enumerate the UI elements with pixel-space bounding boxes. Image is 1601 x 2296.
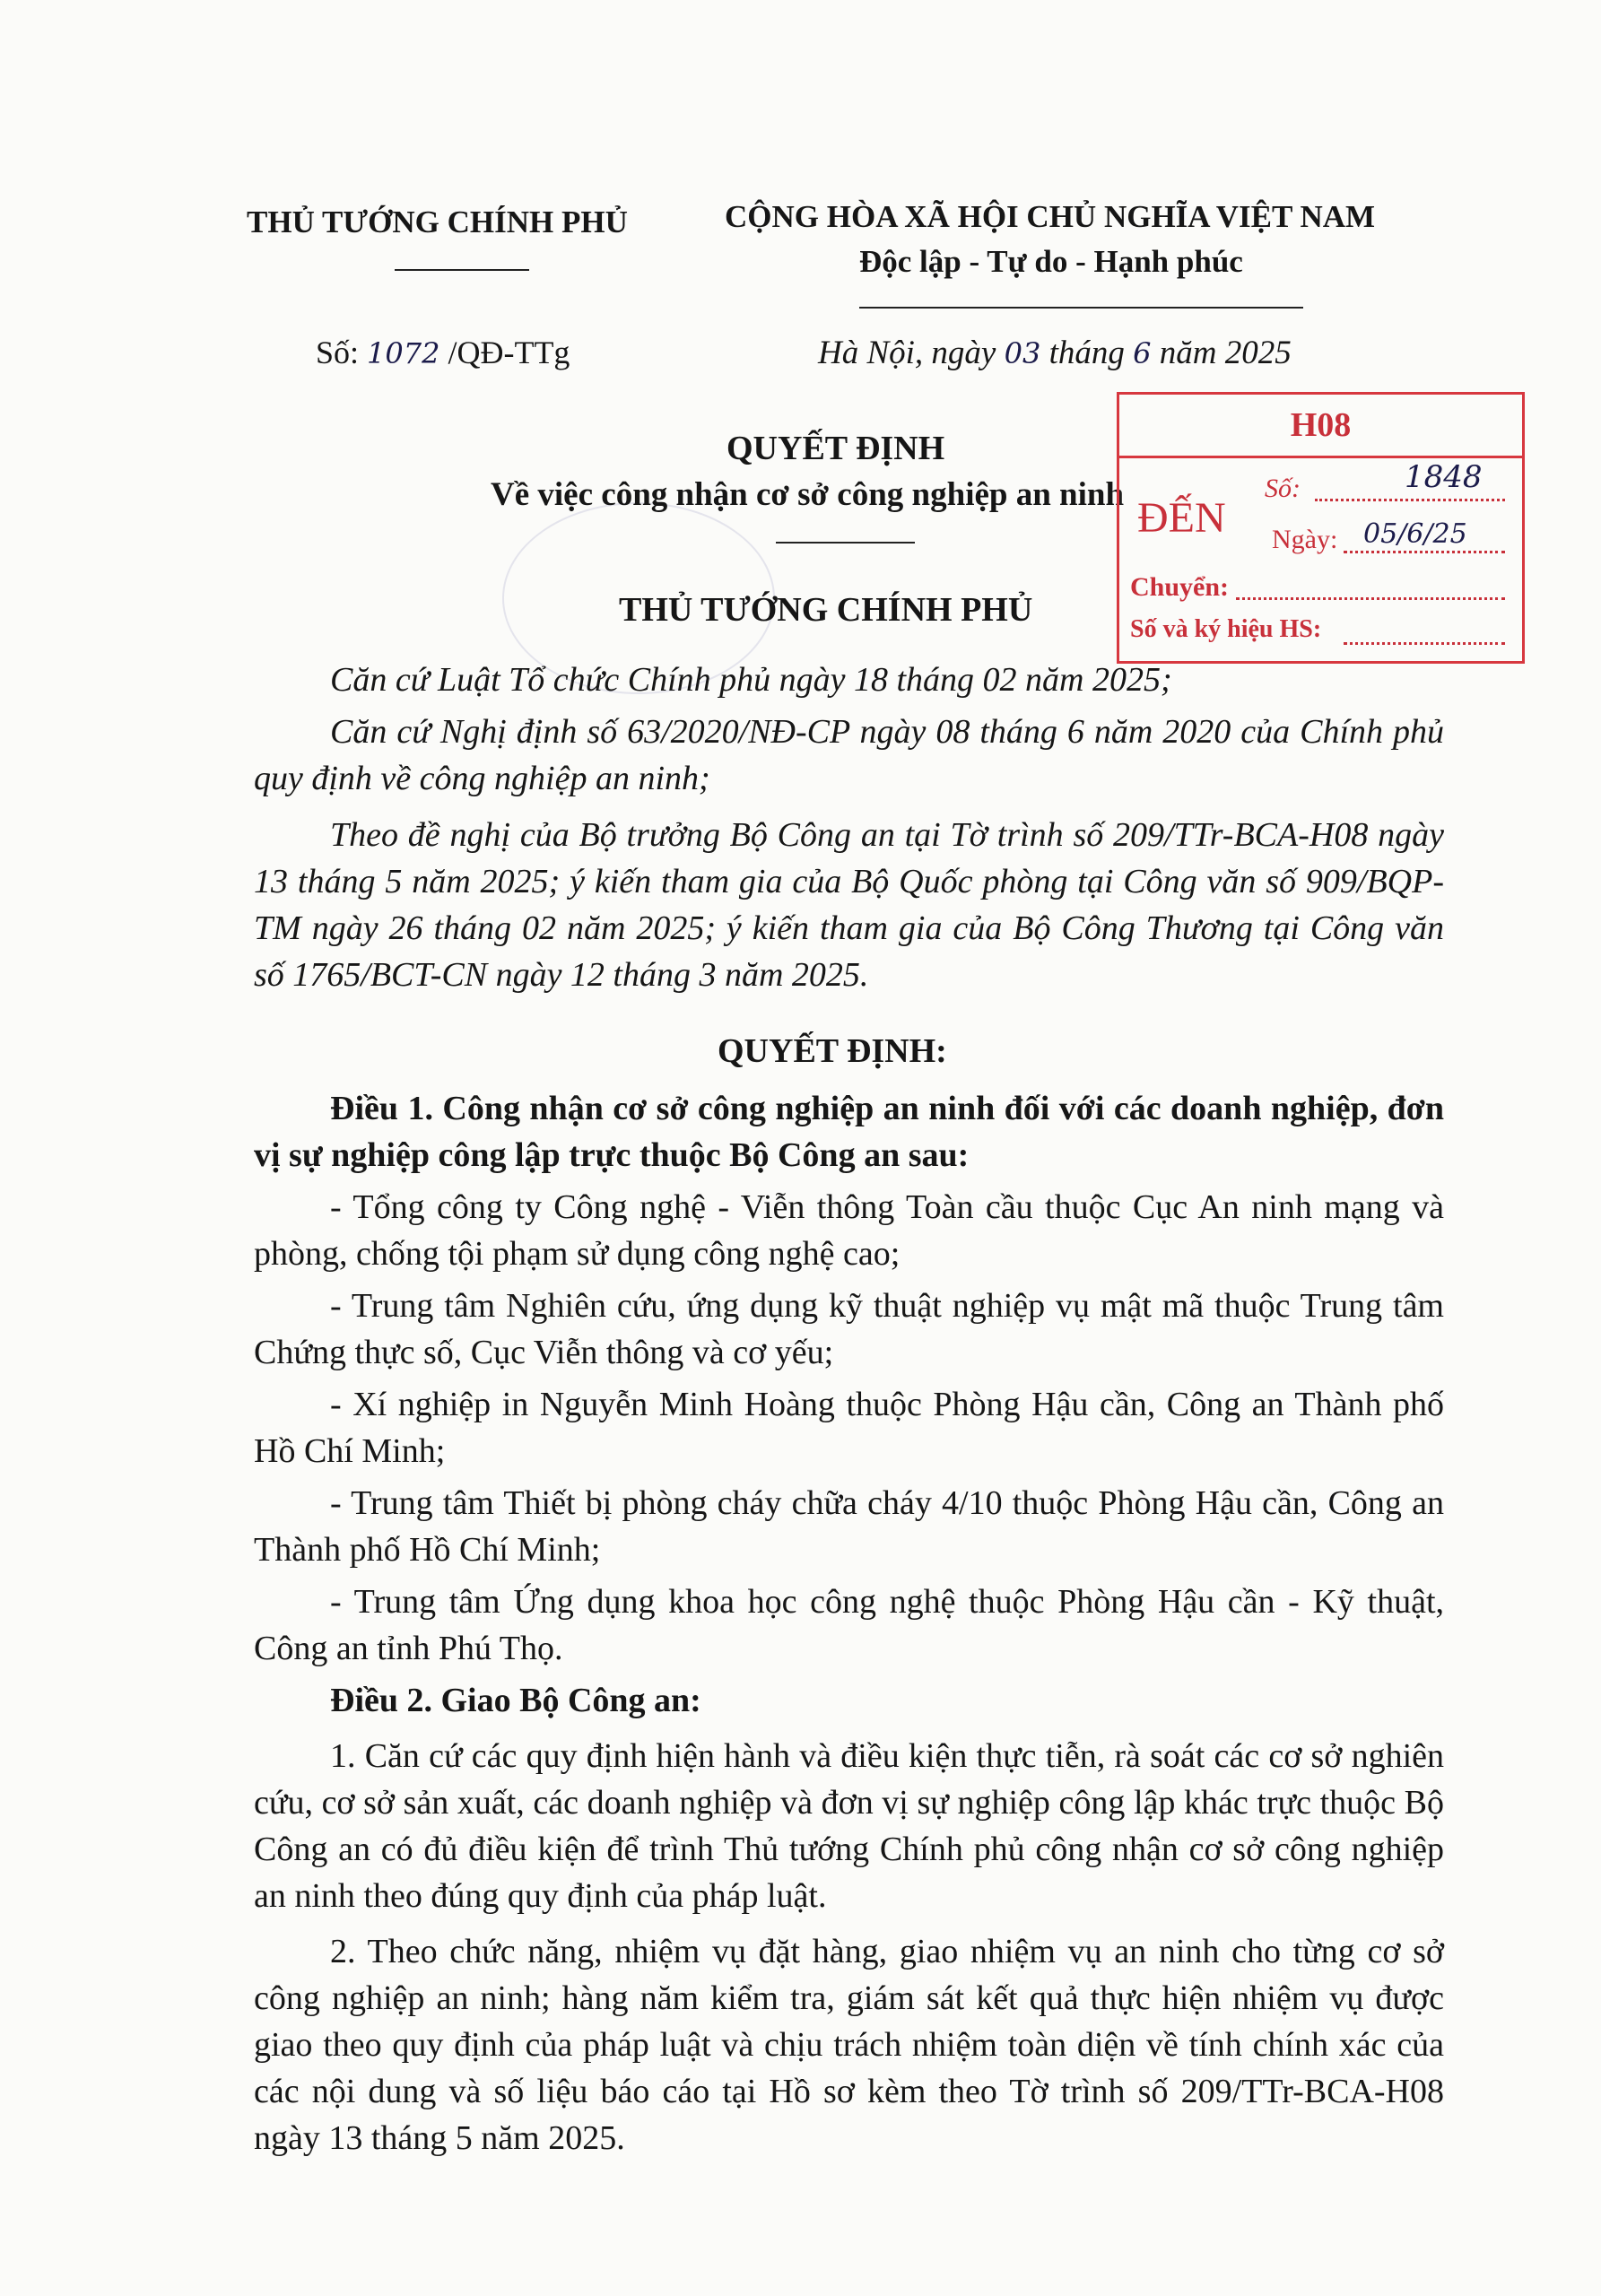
received-stamp xyxy=(1117,392,1525,664)
article-1-heading: Điều 1. Công nhận cơ sở công nghiệp an ninh đối với các doanh nghiệp, đơn vị sự nghiệp công lập trực thuộc Bộ Công an sau: xyxy=(254,1090,1444,1174)
stamp-den: ĐẾN xyxy=(1137,494,1226,542)
document-subject: Về việc công nhận cơ sở công nghiệp an ninh xyxy=(491,476,1125,513)
stamp-hs-label: Số và ký hiệu HS: xyxy=(1130,615,1322,643)
preamble-1: Căn cứ Luật Tổ chức Chính phủ ngày 18 tháng 02 năm 2025; xyxy=(330,661,1172,699)
number-prefix: Số: xyxy=(316,335,360,370)
article-1-item: - Trung tâm Nghiên cứu, ứng dụng kỹ thuật nghiệp vụ mật mã thuộc Trung tâm Chứng thực số, Cục Viễn thông và cơ yếu; xyxy=(254,1287,1444,1371)
article-1-item: - Trung tâm Ứng dụng khoa học công nghệ thuộc Phòng Hậu cần - Kỹ thuật, Công an tỉnh Phú Thọ. xyxy=(254,1583,1444,1667)
document-number xyxy=(316,334,570,371)
stamp-so-line xyxy=(1315,499,1505,501)
issuer-name: THỦ TƯỚNG CHÍNH PHỦ xyxy=(247,204,628,239)
stamp-hs-line xyxy=(1344,642,1505,645)
number-handwritten: 1072 xyxy=(367,336,440,370)
date-month: 6 xyxy=(1133,336,1152,370)
stamp-ngay-label: Ngày: xyxy=(1272,525,1338,554)
article-1-item: - Trung tâm Thiết bị phòng cháy chữa cháy 4/10 thuộc Phòng Hậu cần, Công an Thành phố Hồ Chí Minh; xyxy=(254,1484,1444,1569)
motto-underline xyxy=(859,307,1303,309)
authority-title: THỦ TƯỚNG CHÍNH PHỦ xyxy=(619,591,1033,629)
article-2-item: 2. Theo chức năng, nhiệm vụ đặt hàng, giao nhiệm vụ an ninh cho từng cơ sở công nghiệp an ninh; hàng năm kiểm tra, giám sát kết quả thực hiện nhiệm vụ được giao theo quy định của pháp luật và chịu trách nhiệm toàn diện về tính chính xác của các nội dung và số liệu báo cáo tại Hồ sơ kèm theo Tờ trình số 209/TTr-BCA-H08 ngày 13 tháng 5 năm 2025. xyxy=(254,1933,1444,2157)
stamp-ngay-line xyxy=(1344,551,1505,553)
date-day: 03 xyxy=(1004,336,1041,370)
date-year: năm 2025 xyxy=(1159,335,1292,371)
stamp-ngay-value: 05/6/25 xyxy=(1363,518,1467,550)
number-suffix: /QĐ-TTg xyxy=(448,335,570,370)
stamp-unit: H08 xyxy=(1290,406,1352,444)
stamp-divider xyxy=(1119,456,1522,458)
nation-name: CỘNG HÒA XÃ HỘI CHỦ NGHĨA VIỆT NAM xyxy=(725,199,1376,234)
document-date xyxy=(818,334,1292,372)
date-month-word: tháng xyxy=(1048,335,1125,371)
preamble-3: Theo đề nghị của Bộ trưởng Bộ Công an tại Tờ trình số 209/TTr-BCA-H08 ngày 13 tháng 5 năm 2025; ý kiến tham gia của Bộ Quốc phòng tại Công văn số 909/BQP-TM ngày 26 tháng 02 năm 2025; ý kiến tham gia của Bộ Công Thương tại Công văn số 1765/BCT-CN ngày 12 tháng 3 năm 2025. xyxy=(254,816,1444,994)
article-2-heading: Điều 2. Giao Bộ Công an: xyxy=(330,1682,701,1719)
document-kind-title: QUYẾT ĐỊNH xyxy=(727,430,945,467)
issuer-underline xyxy=(395,269,529,271)
article-1-item: - Tổng công ty Công nghệ - Viễn thông Toàn cầu thuộc Cục An ninh mạng và phòng, chống tội phạm sử dụng công nghệ cao; xyxy=(254,1188,1444,1273)
stamp-chuyen-label: Chuyển: xyxy=(1130,572,1230,602)
subject-underline xyxy=(776,542,915,544)
article-1-item: - Xí nghiệp in Nguyễn Minh Hoàng thuộc Phòng Hậu cần, Công an Thành phố Hồ Chí Minh; xyxy=(254,1386,1444,1470)
stamp-chuyen-line xyxy=(1236,597,1505,600)
date-prefix: Hà Nội, ngày xyxy=(818,335,996,371)
decision-heading: QUYẾT ĐỊNH: xyxy=(718,1032,947,1070)
article-2-item: 1. Căn cứ các quy định hiện hành và điều kiện thực tiễn, rà soát các cơ sở nghiên cứu, cơ sở sản xuất, các doanh nghiệp và đơn vị sự nghiệp công lập khác trực thuộc Bộ Công an có đủ điều kiện để trình Thủ tướng Chính phủ công nhận cơ sở công nghiệp an ninh theo đúng quy định của pháp luật. xyxy=(254,1737,1444,1915)
preamble-2: Căn cứ Nghị định số 63/2020/NĐ-CP ngày 08 tháng 6 năm 2020 của Chính phủ quy định về công nghiệp an ninh; xyxy=(254,713,1444,797)
stamp-so-label: Số: xyxy=(1265,474,1301,503)
nation-motto: Độc lập - Tự do - Hạnh phúc xyxy=(859,244,1243,279)
stamp-so-value: 1848 xyxy=(1405,459,1483,495)
